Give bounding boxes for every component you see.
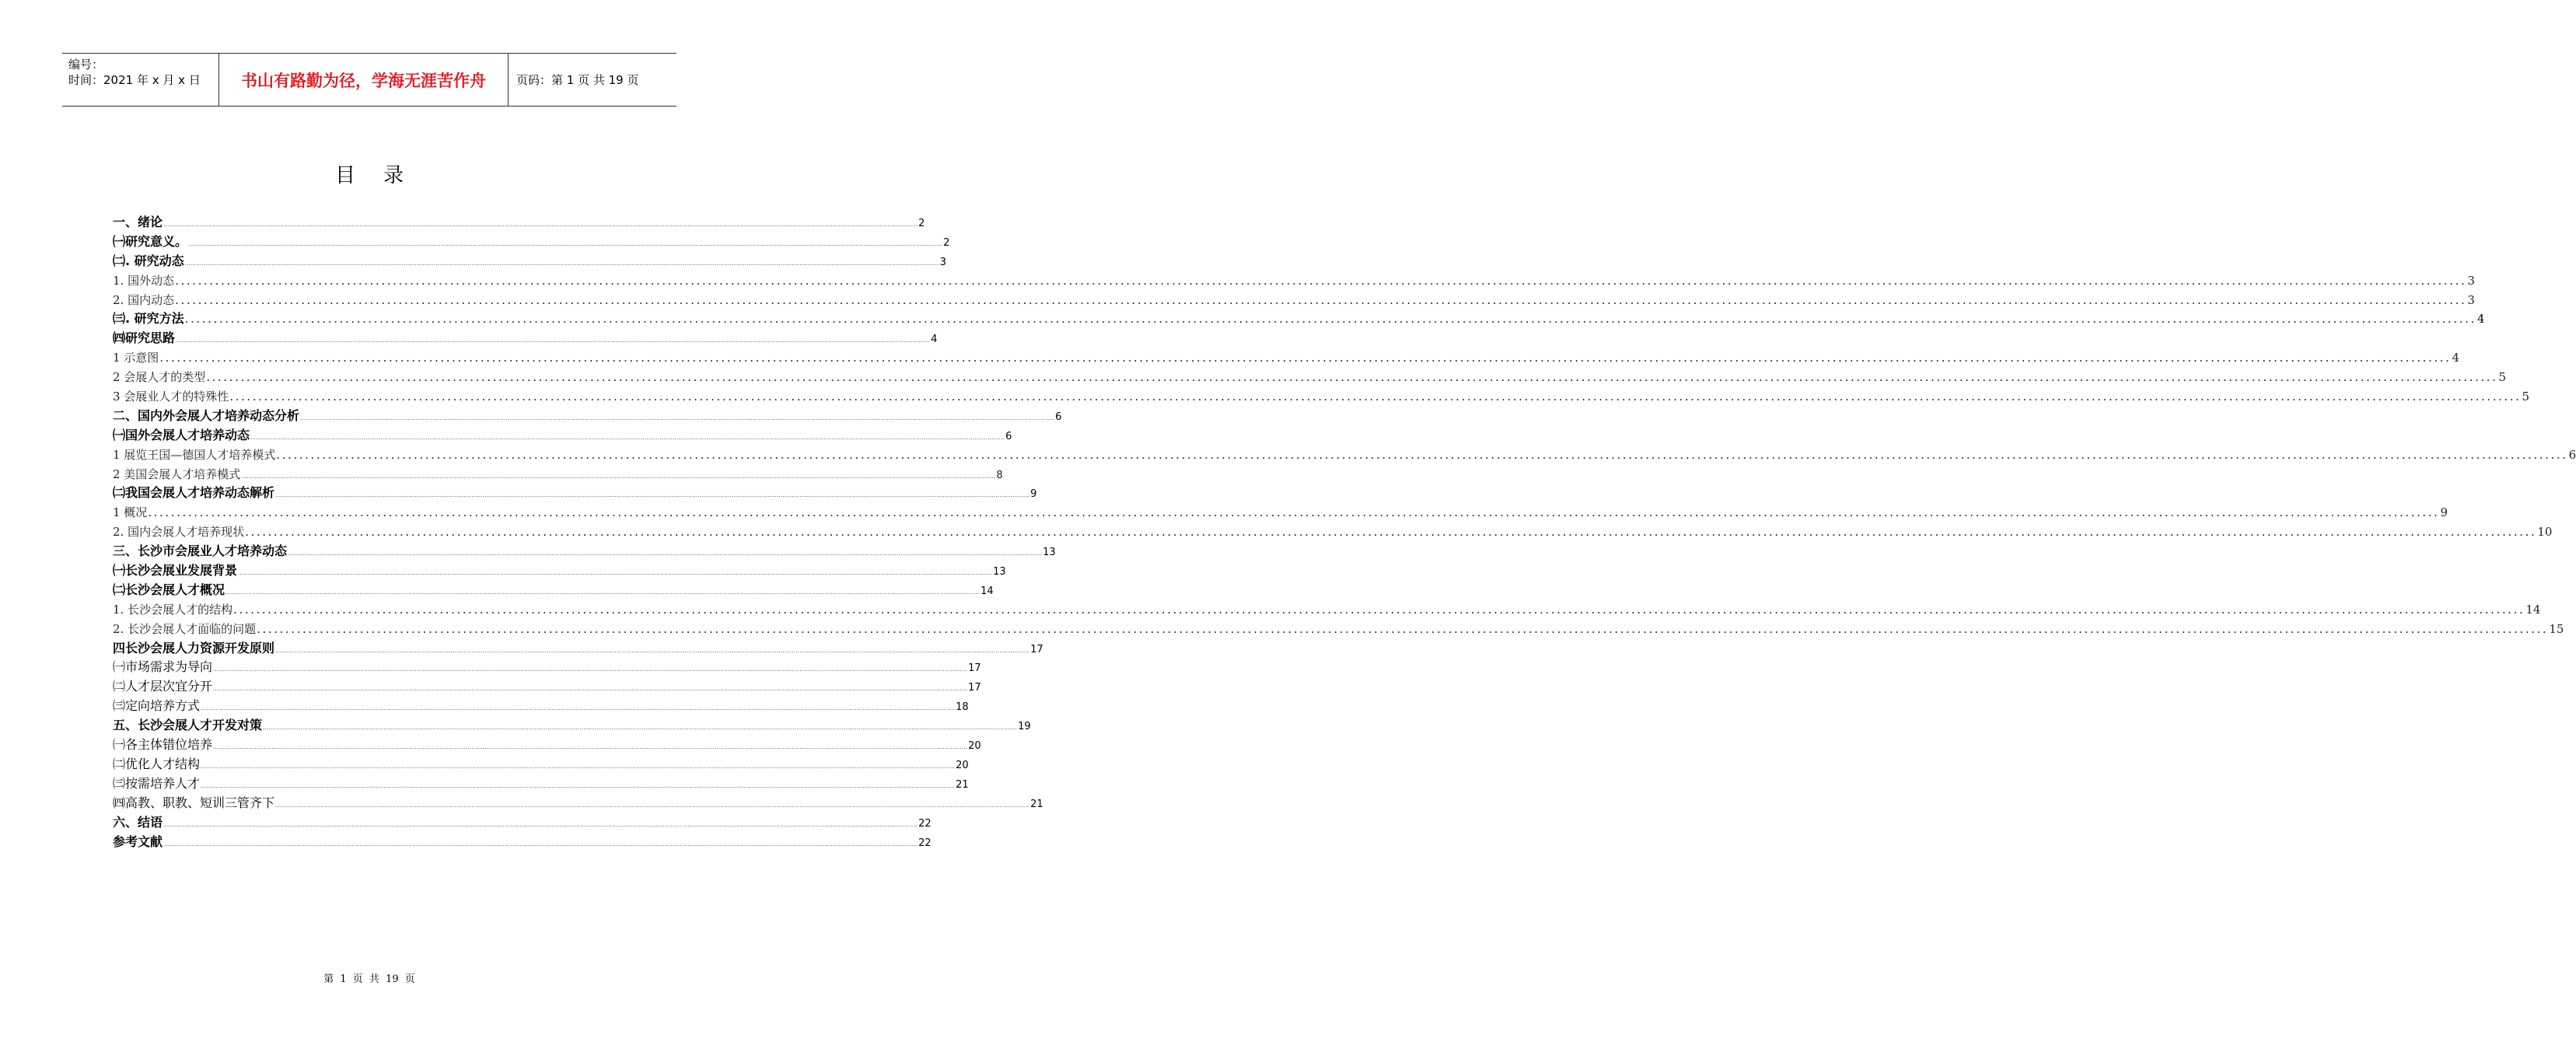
toc-entry-label: 1. 国外动态 <box>113 273 175 288</box>
toc-entry[interactable] <box>113 639 1043 659</box>
toc-leader-dots: ................................................................................................................................................................................................................................................................................................................................................................................................................ <box>184 312 2476 327</box>
toc-leader-dots: ................................................................................................................................................................................................................................................................................................................................................................................................................ <box>213 666 968 673</box>
toc-leader-dots: ................................................................................................................................................................................................................................................................................................................................................................................................................ <box>213 744 968 751</box>
toc-entry[interactable] <box>113 794 1043 813</box>
toc-entry-label: 六、结语 <box>113 814 163 830</box>
toc-leader-dots: ................................................................................................................................................................................................................................................................................................................................................................................................................ <box>163 821 918 828</box>
toc-entry[interactable] <box>113 774 969 794</box>
toc-entry[interactable] <box>113 465 1003 484</box>
toc-leader-dots: ................................................................................................................................................................................................................................................................................................................................................................................................................ <box>225 589 980 596</box>
toc-entry[interactable] <box>113 291 2475 310</box>
toc-entry[interactable] <box>113 271 2475 291</box>
toc-leader-dots: ................................................................................................................................................................................................................................................................................................................................................................................................................ <box>175 273 2467 288</box>
toc-entry-label: 三、长沙市会展业人才培养动态 <box>113 543 288 559</box>
toc-leader-dots: ................................................................................................................................................................................................................................................................................................................................................................................................................ <box>300 414 1055 421</box>
toc-title: 目录 <box>334 164 432 187</box>
toc-entry[interactable] <box>113 484 1037 503</box>
toc-entry[interactable] <box>113 755 969 774</box>
toc-entry-page: 8 <box>996 469 1003 481</box>
toc-entry[interactable] <box>113 232 950 252</box>
page-footer: 第 1 页 共 19 页 <box>323 973 415 985</box>
toc-entry-label: ㈣研究思路 <box>113 330 176 346</box>
toc-entry-page: 6 <box>2568 447 2576 462</box>
toc-leader-dots: ................................................................................................................................................................................................................................................................................................................................................................................................................ <box>176 337 931 344</box>
toc-leader-dots: ................................................................................................................................................................................................................................................................................................................................................................................................................ <box>201 705 956 712</box>
toc-entry-page: 9 <box>2440 505 2448 520</box>
toc-entry-page: 17 <box>968 682 981 694</box>
toc-leader-dots: ................................................................................................................................................................................................................................................................................................................................................................................................................ <box>175 292 2467 307</box>
toc-entry-page: 14 <box>980 585 994 597</box>
toc-entry[interactable] <box>113 600 2541 620</box>
header-meta <box>62 54 219 106</box>
toc-entry-page: 10 <box>2537 525 2553 540</box>
toc-leader-dots: ................................................................................................................................................................................................................................................................................................................................................................................................................ <box>233 602 2525 617</box>
toc-leader-dots: ................................................................................................................................................................................................................................................................................................................................................................................................................ <box>213 686 968 693</box>
toc-entry-label: ㈠市场需求为导向 <box>113 659 213 675</box>
toc-entry-label: 一、绪论 <box>113 215 163 229</box>
toc-entry[interactable] <box>113 252 946 271</box>
toc-leader-dots: ................................................................................................................................................................................................................................................................................................................................................................................................................ <box>201 763 956 770</box>
toc-entry[interactable] <box>113 561 1006 581</box>
toc-leader-dots: ................................................................................................................................................................................................................................................................................................................................................................................................................ <box>245 525 2537 540</box>
toc-leader-dots: ................................................................................................................................................................................................................................................................................................................................................................................................................ <box>250 434 1005 441</box>
toc-entry[interactable] <box>113 387 2530 407</box>
toc-entry[interactable] <box>113 213 925 232</box>
toc-entry[interactable] <box>113 677 981 697</box>
toc-entry[interactable] <box>113 736 981 755</box>
toc-entry-page: 2 <box>918 218 925 229</box>
toc-entry-page: 14 <box>2525 602 2541 617</box>
toc-entry-label: ㈠国外会展人才培养动态 <box>113 427 250 442</box>
toc-entry-label: ㈡优化人才结构 <box>113 756 201 771</box>
toc-entry-page: 13 <box>1043 547 1056 559</box>
toc-leader-dots: ................................................................................................................................................................................................................................................................................................................................................................................................................ <box>241 473 996 480</box>
toc-leader-dots: ................................................................................................................................................................................................................................................................................................................................................................................................................ <box>184 260 939 267</box>
toc-entry-label: 1 示意图 <box>113 351 159 365</box>
toc-entry-page: 6 <box>1005 430 1012 442</box>
toc-entry-label: 五、长沙会展人才开发对策 <box>113 718 263 733</box>
toc-leader-dots: ................................................................................................................................................................................................................................................................................................................................................................................................................ <box>288 550 1043 557</box>
toc-leader-dots: ................................................................................................................................................................................................................................................................................................................................................................................................................ <box>238 570 993 577</box>
toc-entry-page: 9 <box>1030 488 1037 501</box>
toc-entry[interactable] <box>113 581 994 600</box>
toc-entry-label: 2 美国会展人才培养模式 <box>113 467 241 481</box>
toc-leader-dots: ................................................................................................................................................................................................................................................................................................................................................................................................................ <box>163 841 918 848</box>
toc-leader-dots: ................................................................................................................................................................................................................................................................................................................................................................................................................ <box>257 621 2549 636</box>
toc-entry-page: 22 <box>918 817 931 830</box>
toc-entry-page: 6 <box>1055 411 1062 423</box>
toc-leader-dots: ................................................................................................................................................................................................................................................................................................................................................................................................................ <box>263 725 1018 732</box>
table-of-contents <box>113 213 2576 851</box>
toc-entry[interactable] <box>113 329 938 348</box>
toc-entry-page: 3 <box>2467 273 2475 288</box>
toc-entry-page: 17 <box>1030 643 1043 655</box>
toc-entry-page: 5 <box>2522 390 2530 404</box>
toc-entry[interactable] <box>113 697 969 716</box>
toc-entry-label: 2 会展人才的类型 <box>113 370 206 385</box>
toc-entry-label: 1 概况 <box>113 505 148 520</box>
page-header <box>62 53 676 107</box>
toc-entry[interactable] <box>113 309 2485 329</box>
toc-entry-page: 18 <box>956 701 969 714</box>
toc-entry-label: 3 会展业人才的特殊性 <box>113 390 229 404</box>
time-label: 时间：2021 年 x 月 x 日 <box>68 73 201 87</box>
toc-entry-label: ㈢按需培养人才 <box>113 775 201 791</box>
toc-entry-page: 3 <box>2467 292 2475 307</box>
toc-leader-dots: ................................................................................................................................................................................................................................................................................................................................................................................................................ <box>275 647 1030 654</box>
toc-leader-dots: ................................................................................................................................................................................................................................................................................................................................................................................................................ <box>201 782 956 789</box>
toc-entry-label: ㈡我国会展人才培养动态解析 <box>113 485 275 501</box>
toc-entry-label: ㈡长沙会展人才概况 <box>113 582 225 597</box>
toc-entry-label: 2. 长沙会展人才面临的问题 <box>113 621 257 636</box>
toc-leader-dots: ................................................................................................................................................................................................................................................................................................................................................................................................................ <box>275 492 1030 499</box>
toc-entry-label: 四长沙会展人力资源开发原则 <box>113 640 275 655</box>
toc-entry-label: 2. 国内动态 <box>113 292 175 307</box>
toc-entry-page: 15 <box>2549 621 2564 636</box>
toc-entry-page: 20 <box>956 759 969 771</box>
toc-entry-label: ㈡. 研究动态 <box>113 253 184 268</box>
toc-entry-label: 2. 国内会展人才培养现状 <box>113 525 245 540</box>
toc-entry[interactable] <box>113 833 931 852</box>
toc-leader-dots: ................................................................................................................................................................................................................................................................................................................................................................................................................ <box>163 222 918 228</box>
toc-entry-page: 3 <box>939 256 946 268</box>
toc-entry-page: 19 <box>1018 721 1031 733</box>
toc-leader-dots: ................................................................................................................................................................................................................................................................................................................................................................................................................ <box>188 240 943 247</box>
toc-entry-page: 20 <box>968 740 981 753</box>
toc-entry-page: 22 <box>918 837 931 849</box>
toc-entry-label: ㈠研究意义。 <box>113 233 188 249</box>
toc-entry[interactable] <box>113 446 2576 465</box>
toc-entry-label: ㈢定向培养方式 <box>113 698 201 714</box>
toc-entry[interactable] <box>113 542 1056 561</box>
toc-entry[interactable] <box>113 368 2507 387</box>
toc-entry[interactable] <box>113 348 2460 368</box>
toc-leader-dots: ................................................................................................................................................................................................................................................................................................................................................................................................................ <box>229 390 2522 404</box>
toc-entry-page: 13 <box>993 566 1006 578</box>
toc-entry[interactable] <box>113 407 1062 426</box>
toc-entry-label: 二、国内外会展人才培养动态分析 <box>113 407 300 423</box>
toc-leader-dots: ................................................................................................................................................................................................................................................................................................................................................................................................................ <box>206 370 2498 385</box>
toc-entry-label: ㈠各主体错位培养 <box>113 737 213 753</box>
toc-entry-label: 1. 长沙会展人才的结构 <box>113 602 233 617</box>
toc-entry-page: 4 <box>2452 351 2460 365</box>
toc-leader-dots: ................................................................................................................................................................................................................................................................................................................................................................................................................ <box>276 447 2568 462</box>
toc-entry-label: ㈣高教、职教、短训三管齐下 <box>113 795 275 810</box>
toc-entry[interactable] <box>113 503 2448 522</box>
toc-entry[interactable] <box>113 658 981 677</box>
toc-entry-page: 21 <box>956 778 969 791</box>
toc-leader-dots: ................................................................................................................................................................................................................................................................................................................................................................................................................ <box>159 351 2452 365</box>
toc-entry-label: ㈡人才层次宜分开 <box>113 679 213 694</box>
toc-entry-page: 17 <box>968 662 981 675</box>
toc-leader-dots: ................................................................................................................................................................................................................................................................................................................................................................................................................ <box>148 505 2440 520</box>
toc-entry-label: 参考文献 <box>113 834 163 849</box>
toc-entry[interactable] <box>113 426 1012 446</box>
toc-entry-label: 1 展览王国—德国人才培养模式 <box>113 447 276 462</box>
serial-label: 编号： <box>68 58 104 72</box>
toc-entry-label: ㈢. 研究方法 <box>113 311 184 327</box>
header-motto: 书山有路勤为径，学海无涯苦作舟 <box>219 54 509 106</box>
toc-entry-page: 4 <box>2476 312 2485 327</box>
toc-entry-page: 21 <box>1030 798 1043 810</box>
header-page-info: 页码：第 1 页 共 19 页 <box>516 73 639 87</box>
toc-entry-label: ㈠长沙会展业发展背景 <box>113 563 238 578</box>
toc-entry-page: 5 <box>2498 370 2507 385</box>
toc-entry[interactable] <box>113 716 1031 736</box>
toc-entry[interactable] <box>113 620 2564 639</box>
toc-entry-page: 2 <box>943 236 950 249</box>
toc-entry[interactable] <box>113 813 931 833</box>
toc-entry-page: 4 <box>931 334 938 346</box>
toc-leader-dots: ................................................................................................................................................................................................................................................................................................................................................................................................................ <box>275 802 1030 809</box>
toc-entry[interactable] <box>113 522 2553 542</box>
